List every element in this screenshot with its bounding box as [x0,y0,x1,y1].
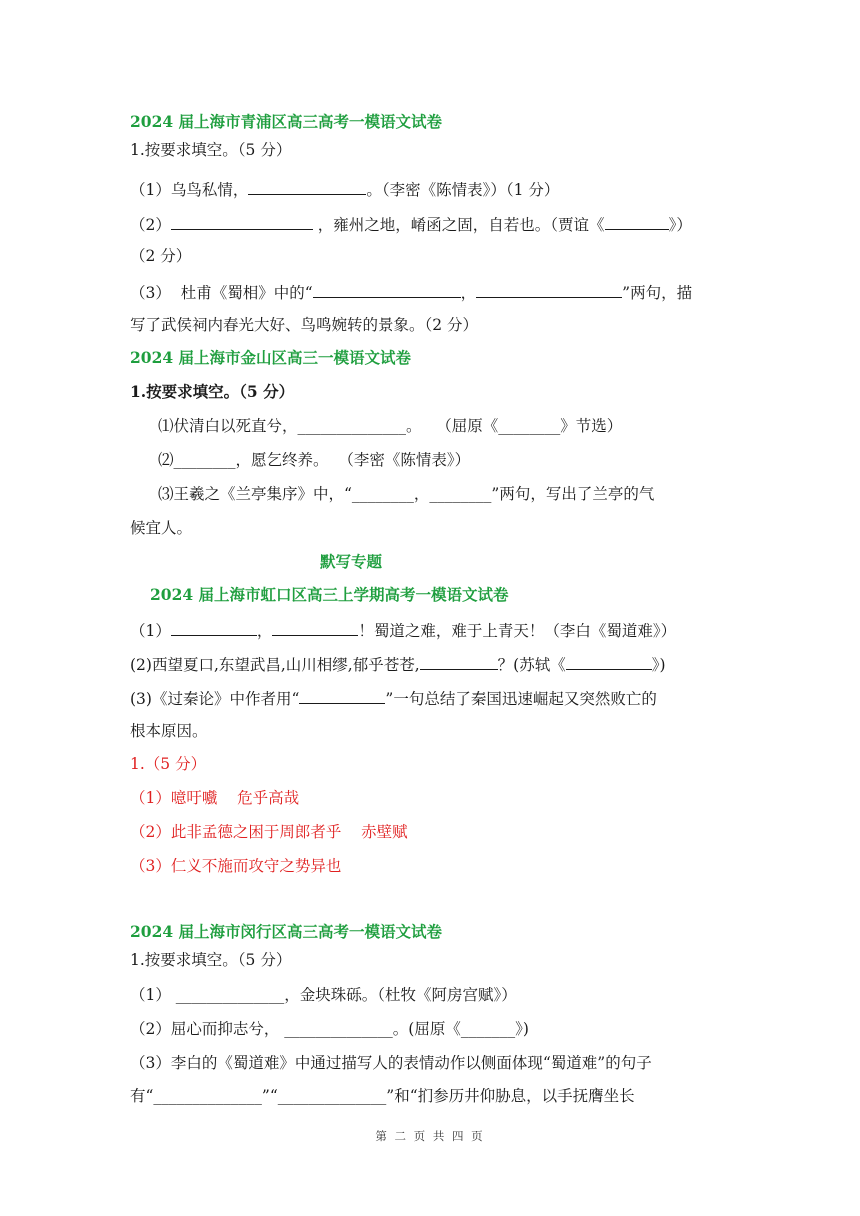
answer-blank[interactable] [476,281,622,298]
question-line: （2） ，雍州之地，崤函之固，自若也。（贾谊《 》） [130,213,692,235]
answer-blank[interactable] [420,653,498,670]
question-line: （1） ， ！蜀道之难，难于上青天！（李白《蜀道难》） [130,619,676,641]
question-instruction: 1.按要求填空。（5 分） [130,141,292,159]
question-line: 候宜人。 [130,519,193,537]
question-line: ⑶王羲之《兰亭集序》中，“________，________”两句，写出了兰亭的气 [158,485,655,503]
section-title-qingpu: 2024 届上海市青浦区高三高考一模语文试卷 [130,112,443,131]
question-instruction: 1.按要求填空。（5 分） [130,951,292,969]
question-line: ⑴伏清白以死直兮，______________。 （屈原《________》节选） [158,417,623,435]
answer-blank[interactable] [272,619,358,636]
answer-blank[interactable] [299,687,385,704]
question-line: （3）李白的《蜀道难》中通过描写人的表情动作以侧面体现“蜀道难”的句子 [130,1054,652,1072]
question-line: (3)《过秦论》中作者用“ ”一句总结了秦国迅速崛起又突然败亡的 [130,687,657,709]
section-title-minhang: 2024 届上海市闵行区高三高考一模语文试卷 [130,922,443,941]
question-line: 写了武侯祠内春光大好、鸟鸣婉转的景象。（2 分） [130,316,479,334]
answer-blank[interactable] [248,178,366,195]
question-line: （2）屈心而抑志兮， ______________。(屈原《_______》) [130,1020,529,1038]
answer-blank[interactable] [313,281,461,298]
question-line: （1）乌鸟私情， 。（李密《陈情表》）（1 分） [130,178,559,200]
page-footer: 第 二 页 共 四 页 [375,1129,485,1143]
question-instruction: 1.按要求填空。（5 分） [130,382,295,401]
question-line: （3） 杜甫《蜀相》中的“ ， ”两句，描 [130,281,692,303]
question-line: （2 分） [130,247,192,265]
answer-blank[interactable] [605,213,669,230]
section-title-jinshan: 2024 届上海市金山区高三一模语文试卷 [130,348,412,367]
answer-line: （3）仁义不施而攻守之势异也 [130,857,342,875]
answer-header: 1.（5 分） [130,755,207,773]
question-line: (2)西望夏口,东望武昌,山川相缪,郁乎苍苍, ？(苏轼《 》) [130,653,666,675]
question-line: 有“______________”“______________”和“扪参历井仰胁息，以手抚膺坐长 [130,1087,635,1105]
topic-heading: 默写专题 [320,552,383,571]
answer-line: （2）此非孟德之困于周郎者乎 赤壁赋 [130,823,408,841]
answer-blank[interactable] [171,619,257,636]
section-title-hongkou: 2024 届上海市虹口区高三上学期高考一模语文试卷 [150,585,509,604]
answer-blank[interactable] [566,653,652,670]
question-line: ⑵________，愿乞终养。 （李密《陈情表》） [158,451,471,469]
question-line: （1） ______________，金块珠砾。（杜牧《阿房宫赋》） [130,986,517,1004]
question-line: 根本原因。 [130,722,208,740]
answer-blank[interactable] [171,213,313,230]
answer-line: （1）噫吁嚱 危乎高哉 [130,789,300,807]
